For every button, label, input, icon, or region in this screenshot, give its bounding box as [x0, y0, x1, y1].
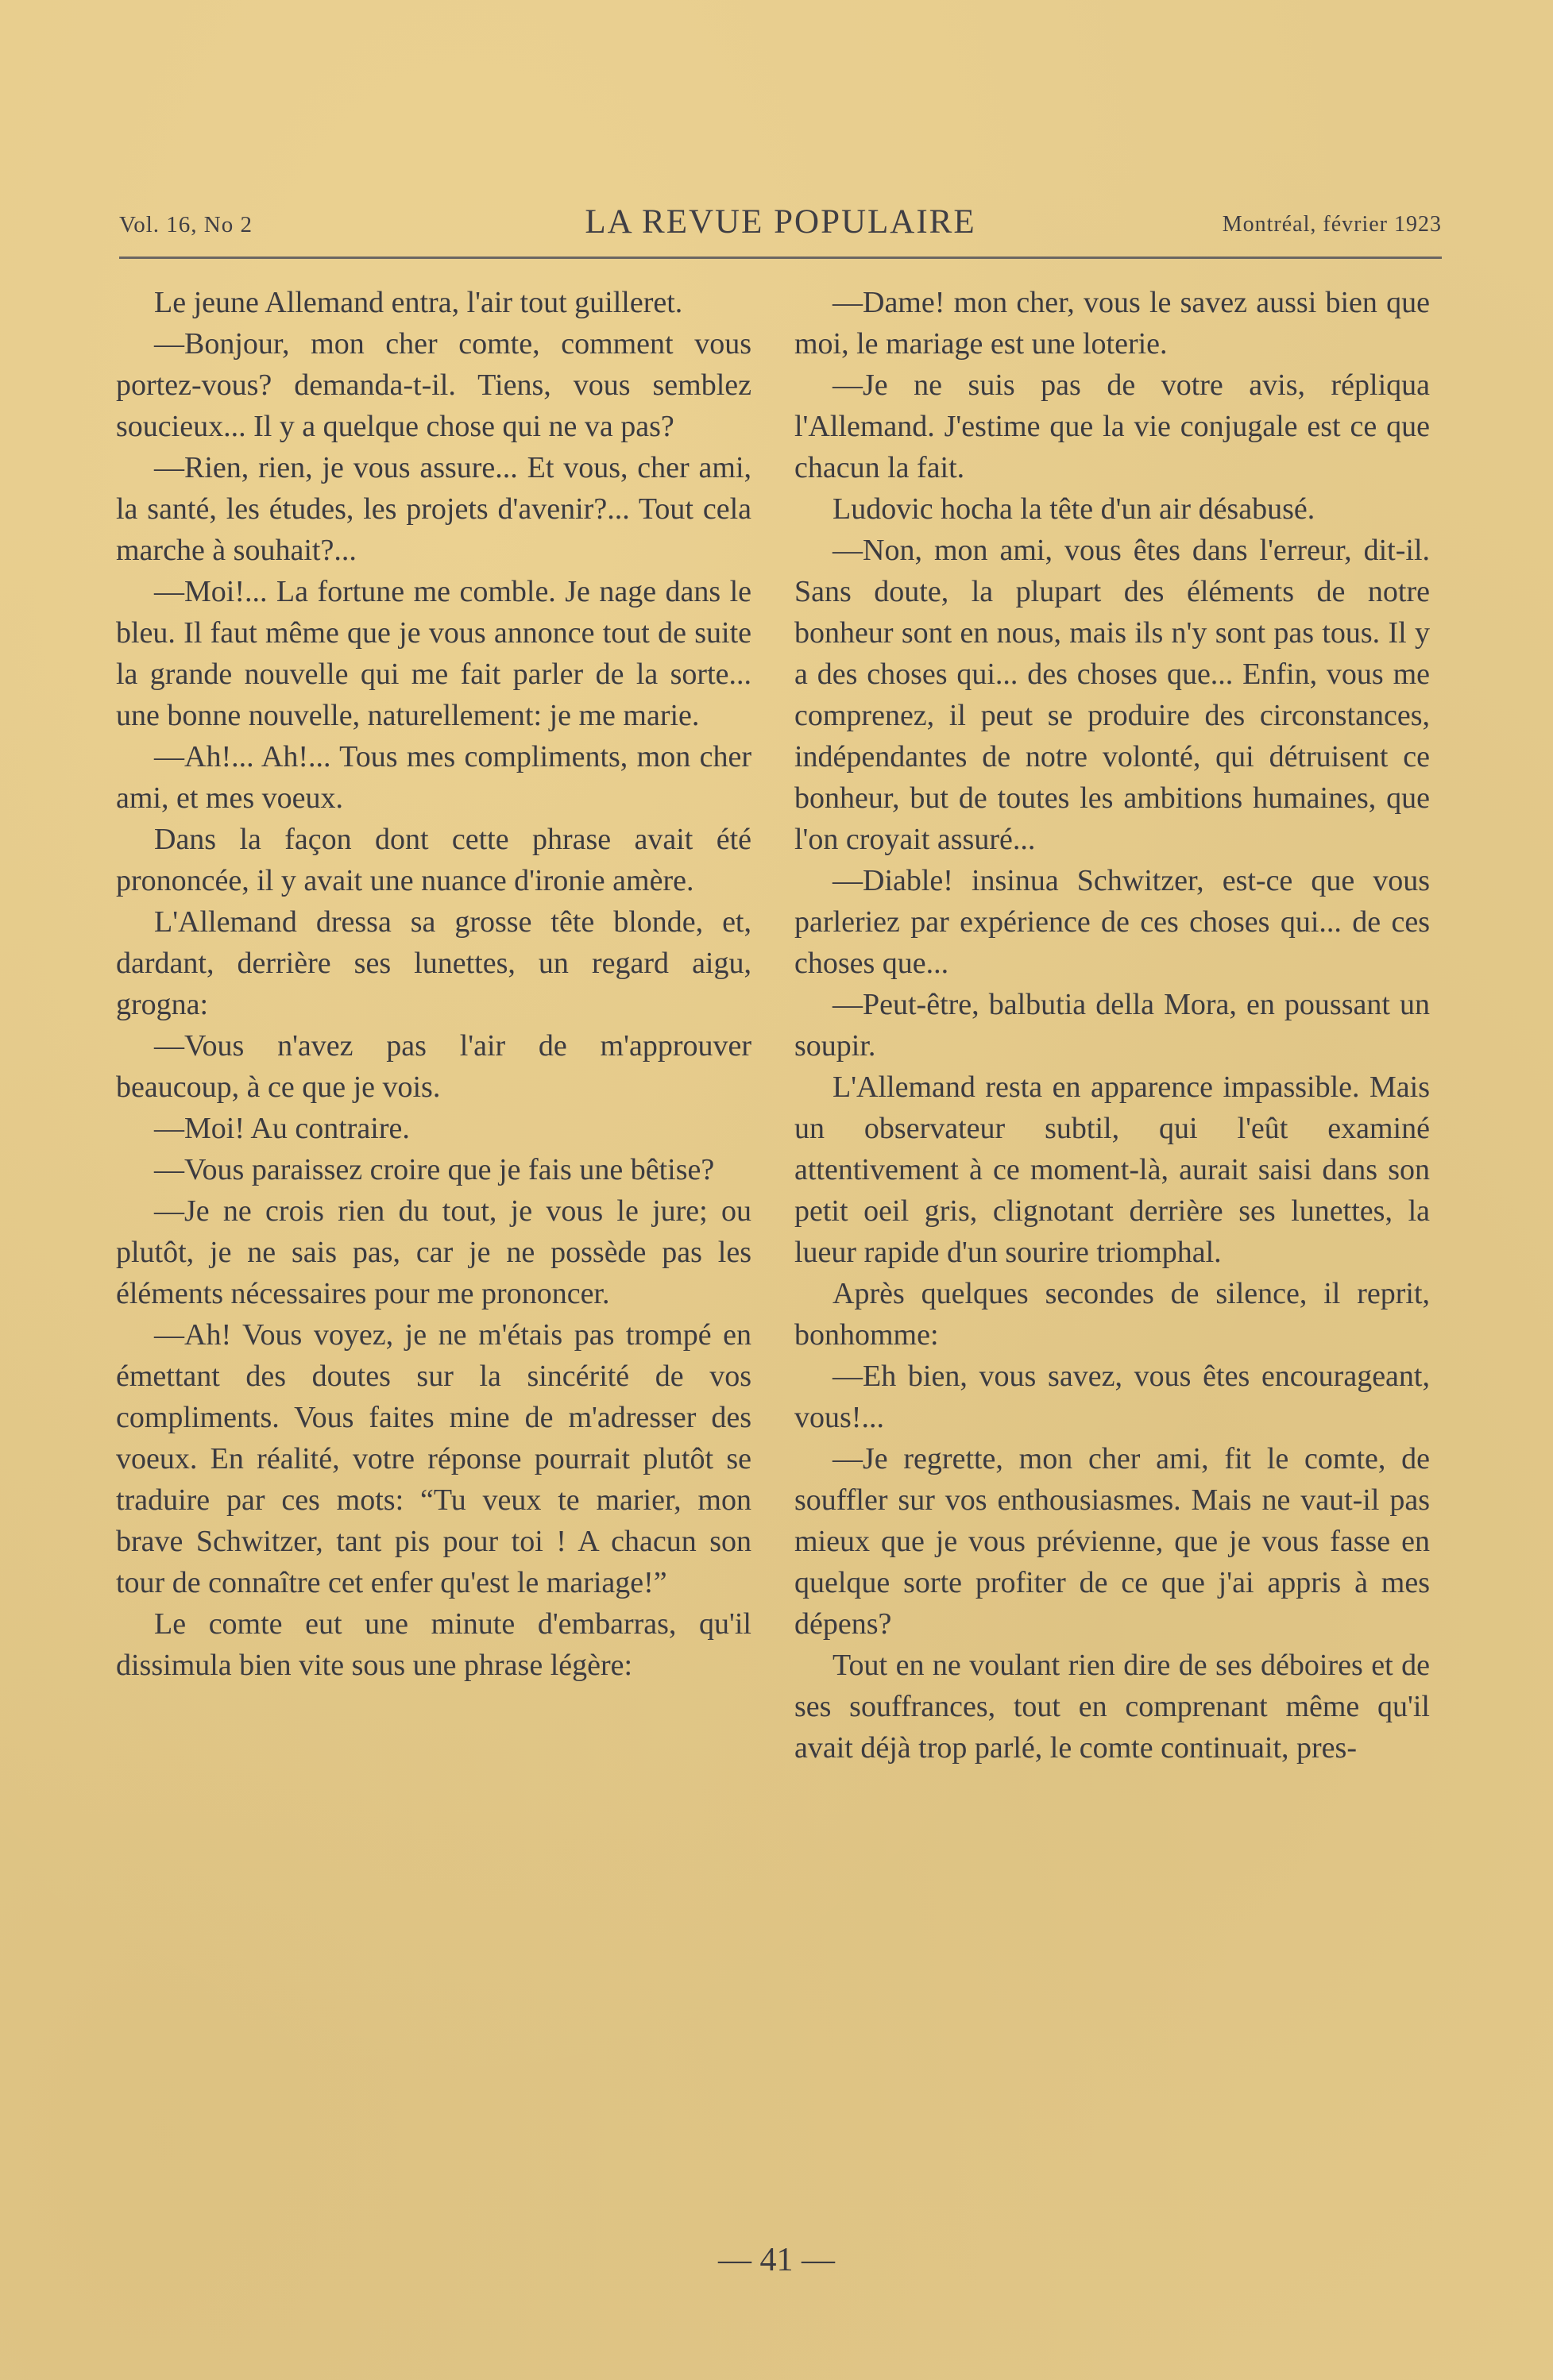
- paragraph: Tout en ne voulant rien dire de ses déboires et de ses souffrances, tout en comprenant même qu'il avait déjà trop parlé, le comte continuait, pres-: [794, 1649, 1430, 1765]
- paragraph: —Bonjour, mon cher comte, comment vous portez-vous? demanda-t-il. Tiens, vous semblez soucieux... Il y a quelque chose qui ne va pas?: [116, 327, 751, 443]
- header-rule: [119, 257, 1442, 259]
- paragraph: Le jeune Allemand entra, l'air tout guilleret.: [154, 286, 683, 319]
- right-column: [794, 282, 1430, 1769]
- paragraph: Le comte eut une minute d'embarras, qu'il dissimula bien vite sous une phrase légère:: [116, 1607, 751, 1682]
- paragraph: —Non, mon ami, vous êtes dans l'erreur, dit-il. Sans doute, la plupart des éléments de notre bonheur sont en nous, mais ils n'y sont pas tous. Il y a des choses qui... des choses que... Enfin, vous me comprenez, il peut se produire des circonstances, indépendantes de notre volonté, qui détruisent ce bonheur, but de toutes les ambitions humaines, que l'on croyait assuré...: [794, 534, 1430, 856]
- paragraph: —Je ne suis pas de votre avis, répliqua l'Allemand. J'estime que la vie conjugale est ce que chacun la fait.: [794, 368, 1430, 484]
- left-column: [116, 282, 751, 1686]
- paragraph: —Dame! mon cher, vous le savez aussi bien que moi, le mariage est une loterie.: [794, 286, 1430, 361]
- paragraph: L'Allemand resta en apparence impassible. Mais un observateur subtil, qui l'eût examiné attentivement à ce moment-là, aurait saisi dans son petit oeil gris, clignotant derrière ses lunettes, la lueur rapide d'un sourire triomphal.: [794, 1070, 1430, 1269]
- place-and-date: Montréal, février 1923: [1222, 212, 1442, 237]
- paragraph: —Eh bien, vous savez, vous êtes encourageant, vous!...: [794, 1360, 1430, 1434]
- paragraph: —Vous n'avez pas l'air de m'approuver beaucoup, à ce que je vois.: [116, 1029, 751, 1104]
- paragraph: L'Allemand dressa sa grosse tête blonde, et, dardant, derrière ses lunettes, un regard aigu, grogna:: [116, 905, 751, 1021]
- paragraph: —Diable! insinua Schwitzer, est-ce que vous parleriez par expérience de ces choses qui... de ces choses que...: [794, 864, 1430, 980]
- running-header: [119, 203, 1442, 250]
- paragraph: —Peut-être, balbutia della Mora, en poussant un soupir.: [794, 988, 1430, 1063]
- paragraph: Dans la façon dont cette phrase avait été prononcée, il y avait une nuance d'ironie amère.: [116, 823, 751, 897]
- paragraph: —Ah!... Ah!... Tous mes compliments, mon cher ami, et mes voeux.: [116, 740, 751, 815]
- paragraph: —Moi! Au contraire.: [154, 1112, 410, 1145]
- paragraph: —Moi!... La fortune me comble. Je nage dans le bleu. Il faut même que je vous annonce tout de suite la grande nouvelle qui me fait parler de la sorte... une bonne nouvelle, naturellement: je me marie.: [116, 575, 751, 732]
- paragraph: —Je ne crois rien du tout, je vous le jure; ou plutôt, je ne sais pas, car je ne possède pas les éléments nécessaires pour me prononcer.: [116, 1194, 751, 1310]
- paragraph: —Ah! Vous voyez, je ne m'étais pas trompé en émettant des doutes sur la sincérité de vos compliments. Vous faites mine de m'adresser des voeux. En réalité, votre réponse pourrait plutôt se traduire par ces mots: “Tu veux te marier, mon brave Schwitzer, tant pis pour toi ! A chacun son tour de connaître cet enfer qu'est le mariage!”: [116, 1318, 751, 1599]
- paragraph: —Rien, rien, je vous assure... Et vous, cher ami, la santé, les études, les projets d'avenir?... Tout cela marche à souhait?...: [116, 451, 751, 567]
- paragraph: Ludovic hocha la tête d'un air désabusé.: [833, 492, 1315, 526]
- journal-title: LA REVUE POPULAIRE: [585, 203, 976, 241]
- paragraph: Après quelques secondes de silence, il reprit, bonhomme:: [794, 1277, 1430, 1352]
- volume-number: Vol. 16, No 2: [119, 212, 253, 237]
- paragraph: —Vous paraissez croire que je fais une bêtise?: [154, 1153, 715, 1186]
- page-number: — 41 —: [718, 2242, 835, 2278]
- paragraph: —Je regrette, mon cher ami, fit le comte, de souffler sur vos enthousiasmes. Mais ne vaut-il pas mieux que je vous prévienne, que je vous fasse en quelque sorte profiter de ce que j'ai appris à mes dépens?: [794, 1442, 1430, 1641]
